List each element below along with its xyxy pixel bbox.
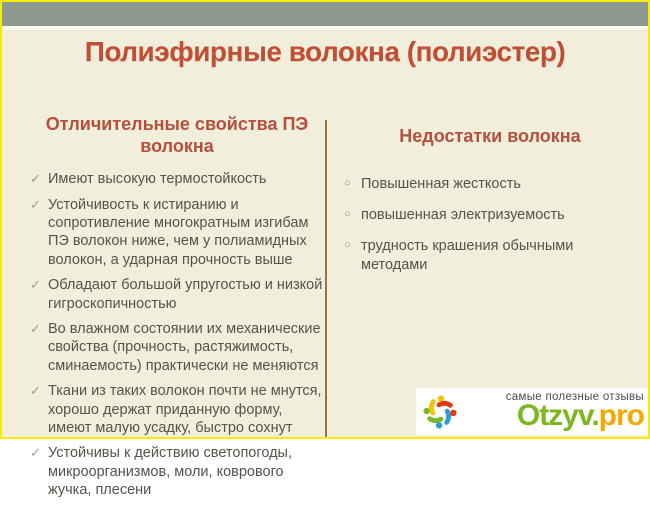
watermark-text-block [462,391,648,432]
brand-name-green: Otzyv. [516,399,599,433]
slide-title: Полиэфирные волокна (полиэстер) [84,36,566,67]
otzyv-logo-icon [421,393,459,431]
bullet-icon: ✓ [30,445,41,461]
column-divider-line [325,120,327,437]
list-item-text: Обладают большой упругостью и низкой гигроскопичностью [48,277,323,312]
right-column [344,126,636,287]
bullet-icon: ○ [344,239,351,252]
list-item [344,175,636,193]
list-item [30,382,324,437]
left-column-heading: Отличительные свойства ПЭ волокна [45,114,309,156]
bullet-icon: ○ [344,208,351,220]
list-item [344,206,636,224]
list-item [344,237,636,274]
list-item [30,276,324,313]
watermark-brand [517,400,644,432]
bullet-icon: ○ [344,176,351,189]
watermark-tagline: самые полезные отзывы [505,391,644,404]
bullet-icon: ✓ [30,321,41,337]
bullet-icon: ✓ [30,383,41,399]
top-decoration-band [2,2,648,30]
left-column [30,114,324,507]
list-item-text: повышенная электризуемость [361,207,565,223]
bullet-icon: ✓ [30,171,41,187]
list-item [30,320,324,375]
brand-name-orange: pro [598,399,644,433]
list-item-text: трудность крашения обычными методами [361,238,574,273]
list-item [30,170,324,188]
list-item-text: Повышенная жесткость [361,175,521,192]
list-item-text: Устойчивы к действию светопогоды, микроорганизмов, моли, коврового жучка, плесени [48,445,292,499]
list-item-text: Ткани из таких волокон почти не мнутся, хорошо держат приданную форму, имеют малую усадку, быстро сохнут [48,383,322,437]
otzyv-pro-watermark[interactable] [416,388,648,435]
list-item [30,444,324,499]
bullet-icon: ✓ [30,277,41,293]
list-item-text: Устойчивость к истиранию и сопротивление многократным изгибам ПЭ волокон ниже, чем у полиамидных волокон, а ударная прочность выше [48,196,309,268]
list-item [30,196,324,270]
right-bullet-list [344,175,636,275]
bullet-icon: ✓ [30,196,41,212]
list-item-text: Имеют высокую термостойкость [48,171,267,188]
list-item-text: Во влажном состоянии их механические свойства (прочность, растяжимость, сминаемость) практически не меняются [48,321,321,374]
left-bullet-list [30,170,324,500]
right-column-heading: Недостатки волокна [399,126,581,146]
